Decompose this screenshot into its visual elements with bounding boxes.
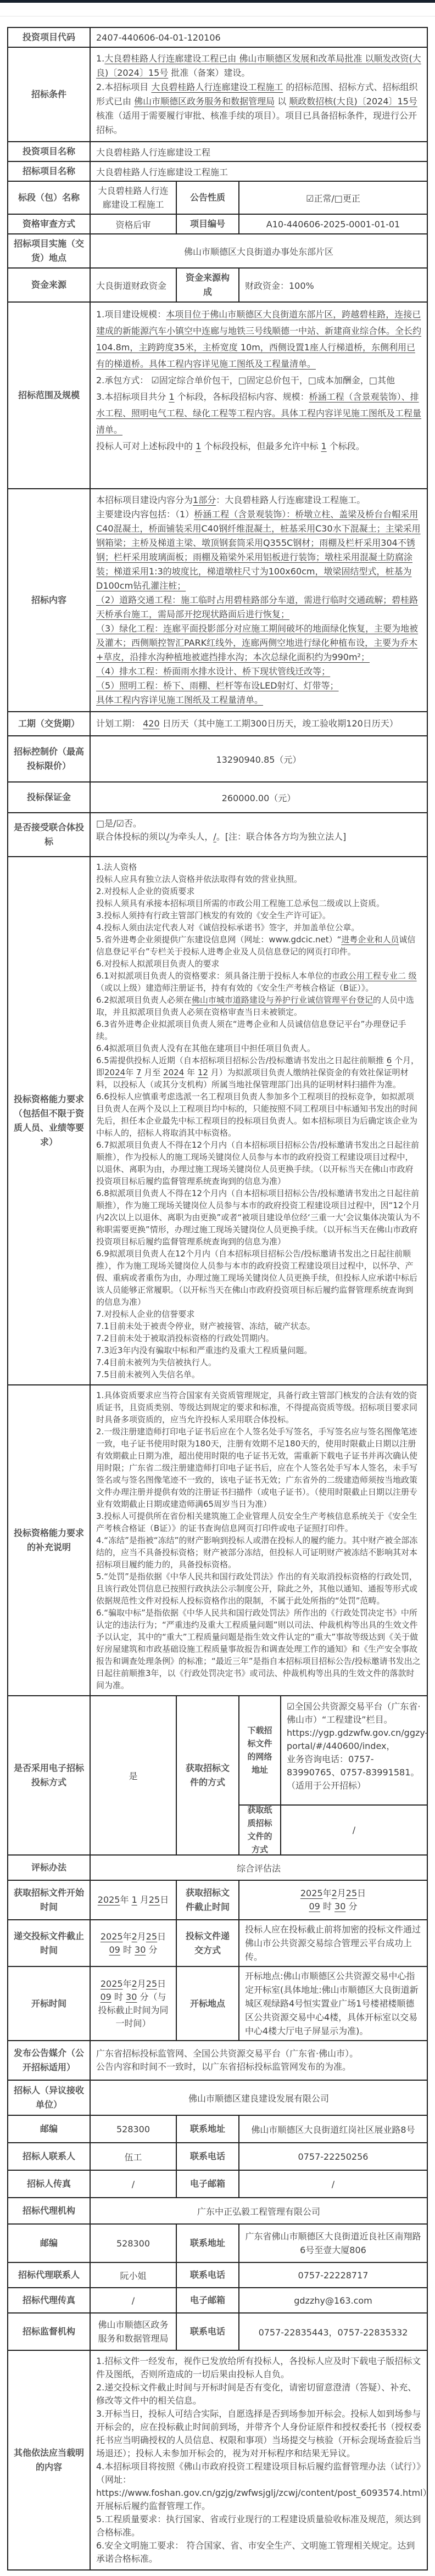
row-tender-conditions bbox=[8, 48, 427, 142]
row-doc-time bbox=[8, 1881, 427, 1920]
value-doc-start-time: 2025年 1 月25日 bbox=[91, 1881, 177, 1919]
label-supervisor: 招标监督机构 bbox=[8, 2314, 91, 2350]
label-tenderer-contact: 招标人联系人 bbox=[8, 2143, 91, 2170]
value-section-name: 大良碧桂路人行连廊建设工程施工 bbox=[91, 182, 177, 214]
subrow-paper-doc bbox=[239, 1806, 427, 1854]
subrow-download-address bbox=[239, 1696, 427, 1806]
label-paper-doc: 获取纸质招标文件的方式 bbox=[239, 1806, 281, 1854]
label-investment-project-name: 投资项目名称 bbox=[8, 142, 91, 161]
label-tender-project-name: 招标项目名称 bbox=[8, 162, 91, 181]
label-announcement-media: 发布公告媒介（公开招标适用） bbox=[8, 2041, 91, 2080]
label-tenderer-phone: 联系电话 bbox=[177, 2143, 239, 2170]
value-e-bidding: 是 bbox=[91, 1696, 177, 1854]
row-agency-contact bbox=[8, 2263, 427, 2288]
label-opening-place: 开标地点 bbox=[177, 1967, 239, 2040]
label-evaluation-method: 评标办法 bbox=[8, 1856, 91, 1880]
label-submission-method: 投标文件递交方式 bbox=[177, 1920, 239, 1966]
value-bidder-qualification: 1.法人资格 投标人应具有独立法人资格并依法取得有效的营业执照。 2.对投标人企业的资质要求 投标人须具有承接本招标项目所需的市政公用工程施工总承包二级或以上资质。 3.投标人须持有行政主管部门核发的有效的《安全生产许可证》。 4.投标人须由法定代表人对《诚信投标承诺书》签字，并加盖单位公章。 5.省外进粤企业须提供广东建设信息网（网址：www.gdcic.net）“进粤企业和人员诚信信息登记平台”专栏关于投标人进粤企业及人员信息登记的网页打印件。 6.对投标人拟派项目负责人的要求 6.1对拟派项目负责人的资格要求：须具备注册于投标人本单位的市政公用工程专业二 级（或以上级）建造师注册证书，持有有效的《安全生产考核合格证（B证）》。 6.2拟派项目负责人必须在佛山市城市道路建设与养护行业诚信管理平台登记的人员中选取，并且拟派项目负责人必须在资格审查当日未被锁定。 6.3省外进粤企业拟派项目负责人须在“进粤企业和人员诚信信息登记平台”办理登记手续。 6.4拟派项目负责人没有在其他在建项目中担任项目负责人。 6.5需提供投标人近期（自本招标项目招标公告/投标邀请书发出之日起往前顺推 6 个月，即2024年 7 月至 2024 年 12 月）为拟派项目负责人缴纳社保资金的有效社保证明材料，以投标人（或其分支机构）所属当地社保管理部门出具的证明材料扫描件为准。 6.6投标人应慎重考虑选派一名工程项目负责人参加多个工程项目的投标竞争，如拟派项目负责人在两个及以上工程项目均中标的，只能按照不同工程项目中标通知书发出的时间先后，担任本企业最先中标工程项目的投标项目负责人。如本招标项目为后确定该企业为中标人的，招标人将取消其中标资格。 6.7拟派项目负责人不得在12个月内（自本招标项目招标公告/投标邀请书发出之日起往前顺推），作为投标人的施工现场关键岗位人员参与本市的政府投资工程建设项目过程中，以退休、离职为由，办理过施工现场关键岗位人员更换手续。（以开标当天在佛山市政府投资项目标后履约监督管理系统查询到的信息为准） 6.8拟派项目负责人不得在12个月内（自本招标项目招标公告/投标邀请书发出之日起往前顺推），作为施工现场关键岗位人员参与本市的政府投资工程建设项目过程中，因“12个月内2次以上以退休、离职为由更换”或者“被项目建设单位经‘三重一大’会议集体决策认为不称职需要更换”情形，办理过施工现场关键岗位人员更换手续。（以开标当天在佛山市政府投资项目标后履约监督管理系统查询到的信息为准） 6.9拟派项目负责人在12个月内（自本招标项目招标公告/投标邀请书发出之日起往前顺推），作为施工现场关键岗位人员参与本市的政府投资工程建设项目过程中，以怀孕、产假、重病或者重伤为由，办理过施工现场关键岗位人员更换手续，但投标人应承诺中标后该人员能够正常履职。（以开标当天在佛山市政府投资项目标后履约监督管理系统查询到的信息为准） 7.对投标人企业的信誉要求 7.1目前未处于被责令停业，财产被接管、冻结，破产状态。 7.2目前未处于被取消投标资格的行政处罚期内。 7.3近3年内没有骗取中标和严重违约及重大工程质量问题。 7.4目前未被列为失信被执行人。 7.5目前未被列入失信名单。 bbox=[96, 862, 420, 1379]
label-agency-fax: 招标代理传真 bbox=[8, 2288, 91, 2312]
row-agency-postal bbox=[8, 2225, 427, 2263]
row-agency-fax bbox=[8, 2288, 427, 2314]
value-announcement-media: 广东省招标投标监管网、全国公共资源交易平台（广东省·佛山市）。 公告内容和时间不一致时，以广东省招标投标监管网发布的为准。 bbox=[96, 2048, 359, 2072]
value-project-number: A10-440606-2025-0001-01-01 bbox=[266, 219, 400, 230]
value-evaluation-method: 综合评估法 bbox=[236, 1863, 281, 1874]
row-e-bidding bbox=[8, 1696, 427, 1856]
doc-obtain-method-group bbox=[239, 1696, 427, 1854]
label-e-bidding: 是否采用电子招标投标方式 bbox=[8, 1696, 91, 1854]
label-duration: 工期（交货期） bbox=[8, 712, 91, 735]
label-project-code: 投资项目代码 bbox=[8, 28, 91, 47]
value-doc-end-time: 2025年2月25日 09 时 30 分 bbox=[300, 1888, 366, 1912]
label-qualification-notes: 投标资格能力要求的补充说明 bbox=[8, 1385, 91, 1695]
value-agency-address: 广东省佛山市顺德区大良街道近良社区南翔路6号至壹大厦806 bbox=[245, 2231, 421, 2255]
value-project-code: 2407-440606-04-01-120106 bbox=[96, 32, 221, 43]
label-delivery-location: 招标项目实施（交货）地点 bbox=[8, 234, 91, 267]
value-tenderer: 佛山市顺德区建良建设发展有限公司 bbox=[188, 2093, 329, 2104]
label-bid-bond: 投标保证金 bbox=[8, 783, 91, 812]
label-other-content: 其他依法应当载明的内容 bbox=[8, 2351, 91, 2569]
row-announcement-media bbox=[8, 2041, 427, 2081]
value-tender-content: 本招标项目建设内容分为1部分：大良碧桂路人行连廊建设工程施工。 主要建设内容包括：（1）桥涵工程（含景观装饰）：桥墩立柱、盖梁及桥台台帽采用C40混凝土，桥面铺装采用C40钢纤维混凝土，桩基采用C30水下混凝土；主梁采用钢箱梁；主桥及梯道主梁、墩顶钢套筒采用Q355C钢材；雨棚及栏杆采用304不锈钢；栏杆采用玻璃面板；雨棚及箱梁外采用铝板进行装饰；墩柱采用混凝土防腐涂装；梯道采用1:3的坡度比，梯道墩柱尺寸为100x60cm，墩梁固结型式，桩基为D100cm钻孔灌注桩； （2）道路交通工程：施工临时占用碧桂路部分车道，需进行临时交通疏解；碧桂路天桥承台施工，需局部开挖现状路面后进行恢复； （3）绿化工程：连廊平面投影部分对应施工期间破坏的地面绿化恢复，主要为地被及灌木；西侧顺控智汇PARK红线外，连廊两侧空地进行绿化种植布设，主要为乔木+草皮，沿排水沟种植地被遮挡排水沟；本次总绿化面积约为990m²； （4）排水工程：桥面雨水排水设计、桥下现状管线迁改等； （5）照明工程：桥下、雨棚、栏杆等布设LED射灯、灯带等； 具体工程内容详见施工图纸及工程量清单。 bbox=[96, 495, 421, 705]
value-agency-contact: 阮小姐 bbox=[91, 2263, 177, 2287]
label-funding-composition: 资金来源构成 bbox=[177, 269, 239, 301]
label-tenderer-address: 联系地址 bbox=[177, 2116, 239, 2142]
row-investment-project-name bbox=[8, 142, 427, 162]
value-paper-doc: / bbox=[352, 1824, 356, 1835]
label-tender-conditions: 招标条件 bbox=[8, 48, 91, 141]
row-submission bbox=[8, 1920, 427, 1967]
row-consortium bbox=[8, 813, 427, 857]
label-tenderer: 招标人（异议接收单位） bbox=[8, 2081, 91, 2115]
value-bid-bond: 260000.00（元） bbox=[221, 792, 296, 803]
label-agency: 招标代理机构 bbox=[8, 2198, 91, 2223]
value-tenderer-contact: 伍工 bbox=[91, 2143, 177, 2170]
label-section-name: 标段（包）名称 bbox=[8, 182, 91, 214]
value-duration: 计划工期： 420 日历天（其中施工工期300日历天，竣工验收期120日历天） bbox=[96, 718, 398, 729]
value-tenderer-phone: 0757-22250256 bbox=[298, 2151, 369, 2162]
value-submission-deadline: 2025年2月25日 09 时 30 分 bbox=[91, 1920, 177, 1966]
row-tender-scope bbox=[8, 303, 427, 489]
value-tenderer-email: / bbox=[331, 2178, 335, 2189]
label-agency-phone: 联系电话 bbox=[177, 2263, 239, 2287]
label-tender-scope: 招标范围及规模 bbox=[8, 303, 91, 488]
label-submission-deadline: 递交投标文件截止时间 bbox=[8, 1920, 91, 1966]
label-agency-email: 电子邮箱 bbox=[177, 2288, 239, 2312]
value-tenderer-fax: / bbox=[91, 2171, 177, 2197]
row-control-price bbox=[8, 736, 427, 783]
row-delivery-location bbox=[8, 234, 427, 269]
value-delivery-location: 佛山市顺德区大良街道办事处东部片区 bbox=[183, 246, 333, 257]
label-agency-postcode: 邮编 bbox=[8, 2225, 91, 2262]
value-agency: 广东中正弘毅工程管理有限公司 bbox=[197, 2206, 320, 2217]
value-consortium: □是/☑否。 联合体投标的须以/为牵头人，/。[注：联合体各方均为独立法人] bbox=[96, 818, 347, 842]
value-qualification-notes: 1.具体资质要求应当符合国家有关资质管理规定，具备行政主管部门核发的合法有效的资质证书，且资质类别、等级达到规定的要求和标准，不得提高资质等级。招标项目要求同时具备多项资质的，应当允许投标人采用联合体投标。 2.一级注册建造师打印电子证书后应在个人签名处手写签名，手写签名应与签名图像笔迹一致，电子证书使用时限为180天，注册有效期不足180天的，使用时限截止日期以注册有效期截止日期为准，超出使用时限的电子证书无效，需重新下载电子证书并再次确认使用时限；广东省二级注册建造师打印电子证书后，应在个人签名处手写本人签名，未手写签名或与签名图像笔迹不一致的，该电子证书无效；广东省外的二级建造师须按当地政策文件办理注册并提供有效的注册证书扫描件（或电子证书）。（使用时限截止日期以注册专业有效期截止日期或建造师满65周岁当日为准） 3.投标人可提供所在省份相关建筑施工企业管理人员安全生产考核信息系统关于《安全生产考核合格证（B证）》的证书查询信息网页打印件或电子证照打印件。 4.“冻结”是指被“冻结”的财产影响到投标人或潜在投标人的履约能力。其中财产被全部冻结的，应当不具备投标资格；财产被部分冻结，但投标人可证明财产被冻结不影响其对本招标项目履约能力的，具备投标资格。 5.“处罚”是指依据《中华人民共和国行政处罚法》作出的有关取消投标资格的行政处罚，且该行政处罚信息已按照行政执法公示制度公开，除此之外，其他以通知、通报等形式或依据规范性文件对投标人投标资格作出的限制，不属于此处所指的“处罚”范畴。 6.“骗取中标”是指依据《中华人民共和国行政处罚法》所作出的《行政处罚决定书》中所认定的违法行为；“严重违约及重大工程质量问题”则以司法、仲裁机构等出具的生效文件予以认定，其中的“重大”工程质量问题是指生效文件认定的“重大”事故等级达到《关于做好房屋建筑和市政基础设施工程质量事故报告和调查处理工作的通知》和《生产安全事故报告和调查处理条例》的标准；“最近三年”是指自本招标项目招标公告/投标邀请书发出之日起往前顺推3年，以《行政处罚决定书》或司法、仲裁机构等出具的生效文件的落款时间为准。 bbox=[96, 1390, 421, 1690]
label-tenderer-postcode: 邮编 bbox=[8, 2116, 91, 2142]
row-duration bbox=[8, 712, 427, 736]
row-qualification-notes bbox=[8, 1385, 427, 1696]
label-project-number: 项目编号 bbox=[177, 215, 239, 233]
row-tenderer-postal bbox=[8, 2116, 427, 2143]
value-tender-scope: 1.项目建设规模：本项目位于佛山市顺德区大良街道东部片区，跨越碧桂路，连接已建成的新能源汽车小镇空中连廊与地铁三号线顺德一中站、新建商业综合体。全长约 104.8m，主跨跨度35米，主桥宽度 10m，西侧设置1座人行梯道桥，东侧利用已有的梯道桥。具体工程内容详见施工图纸及工程量清单。 2.承包方式： ☑固定综合单价包干，□固定总价包干，□成本加酬金，□其他 3.本招标项目共分 1 个标段，各标段招标内容、规模：桥涵工程（含景观装饰）、排水工程、照明电气工程、绿化工程等工程内容。具体工程内容详见施工图纸及工程量清单。 投标人可对上述标段中的 1 个标段投标，但最多允许中标 1 个标段。 bbox=[96, 309, 422, 451]
row-funding-source bbox=[8, 269, 427, 303]
label-consortium: 是否接受联合体投标 bbox=[8, 813, 91, 856]
value-agency-email: gdzzhy@163.com bbox=[294, 2295, 372, 2306]
row-supervisor bbox=[8, 2314, 427, 2351]
row-other-content bbox=[8, 2351, 432, 2569]
value-other-content: 1.招标文件一经发布，视作已发放给所有投标人，各投标人应及时下载电子版招标文件及图纸，否则所造成的一切后果由投标人自负。 2.递交投标文件截止时间与开标时间是否有变化，请密切留意澄清（答疑）、补充、修改等文件中的相关信息。 3.开标当日，投标人可结合实际，自愿选择是否到场参加开标会。投标人如到场参与开标会的，应在投标截止时间前到场，并带齐个人身份证原件和授权委托书（授权委托书应当明确授权的人员信息、权限和事项）当场提交与核验（开标会现场查验后当场退还）；投标人未参加开标会的，视为对开标程序和结果无异议。 4.本招标项目将按照《佛山市政府投资工程建设项目标后履约监督管理办法（试行）》（网址：https://www.foshan.gov.cn/gzjg/zwfwsjglj/zcwj/content/post_6093574.html）开展标后履约监督管理工作。 5.工程质量要求：执行国家、省或行业现行的工程建设质量验收标准及规范，须达到合格标准。 6.安全文明施工要求： 符合国家、省、市安全生产、文明施工管理相关规定。达到承诺合格标准。 bbox=[96, 2356, 432, 2564]
row-evaluation-method bbox=[8, 1856, 427, 1881]
value-opening-place: 开标地点:佛山市顺德区公共资源交易中心指定开标室(具体地址:佛山市顺德区大良街道新城区观绿路4号恒实置业广场1号楼裙楼顺德区公共资源交易中心4楼，具体开标室以交易中心4楼大厅电子屏显示为准)。 bbox=[245, 1971, 419, 2036]
label-tender-content: 招标内容 bbox=[8, 489, 91, 711]
value-tender-project-name: 大良碧桂路人行连廊建设工程施工 bbox=[96, 166, 228, 177]
label-agency-address: 联系地址 bbox=[177, 2225, 239, 2262]
label-opening-time: 开标时间 bbox=[8, 1967, 91, 2040]
label-bidder-qualification: 投标资格能力要求（包括但不限于资质人员、业绩等要求） bbox=[8, 857, 91, 1384]
value-investment-project-name: 大良碧桂路人行连廊建设工程 bbox=[96, 147, 211, 158]
row-section-name bbox=[8, 182, 427, 215]
value-tenderer-address: 佛山市顺德区大良街道红岗社区展业路8号 bbox=[251, 2124, 415, 2135]
tender-announcement-table bbox=[7, 27, 432, 2571]
row-tenderer-contact bbox=[8, 2143, 427, 2171]
label-qualification-review: 资格审查方式 bbox=[8, 215, 91, 233]
value-agency-postcode: 528300 bbox=[91, 2225, 177, 2262]
label-download-address: 下载招标文件的网络地址 bbox=[239, 1696, 281, 1804]
value-agency-fax: / bbox=[91, 2288, 177, 2312]
top-window-edge bbox=[0, 0, 435, 3]
value-submission-method: 投标人应在投标截止前将加密的投标文件通过佛山市公共资源交易综合管理云平台成功上传。 bbox=[245, 1924, 421, 1962]
value-supervisor: 佛山市顺德区政务服务和数据管理局 bbox=[91, 2314, 177, 2350]
value-agency-phone: 0757-22228717 bbox=[298, 2270, 369, 2281]
label-agency-contact: 招标代理联系人 bbox=[8, 2263, 91, 2287]
label-doc-end-time: 获取招标文件截止时间 bbox=[177, 1881, 239, 1919]
label-notice-nature: 公告性质 bbox=[177, 182, 239, 214]
label-doc-start-time: 获取招标文件开始时间 bbox=[8, 1881, 91, 1919]
value-qualification-review: 资格后审 bbox=[91, 215, 177, 233]
value-funding-source: 大良街道财政资金 bbox=[91, 269, 177, 301]
row-bid-bond bbox=[8, 783, 427, 813]
row-agency bbox=[8, 2198, 427, 2225]
row-bidder-qualification bbox=[8, 857, 427, 1385]
label-control-price: 招标控制价（最高投标限价） bbox=[8, 736, 91, 781]
value-opening-time: 2025年2月25日 09 时 30 分（与投标截止时间为同一时间） bbox=[91, 1967, 177, 2040]
row-tender-project-name bbox=[8, 162, 427, 182]
row-bid-opening bbox=[8, 1967, 427, 2041]
label-tenderer-email: 电子邮箱 bbox=[177, 2171, 239, 2197]
value-control-price: 13290940.85（元） bbox=[216, 754, 302, 765]
value-notice-nature: ☑正常/□更正 bbox=[306, 193, 360, 204]
row-qualification-review bbox=[8, 215, 427, 234]
label-tenderer-fax: 招标人传真 bbox=[8, 2171, 91, 2197]
row-tenderer-fax bbox=[8, 2171, 427, 2198]
value-tenderer-postcode: 528300 bbox=[91, 2116, 177, 2142]
row-tender-content bbox=[8, 489, 427, 712]
value-download-address: ☑全国公共资源交易平台（广东省·佛山市）“工程建设”栏目。 https://ygp.gdzwfw.gov.cn/ggzy-portal/#/440600/index， 业务咨询电话：0757-83990765、0757-83991581。（适用于公开招标） bbox=[287, 1701, 428, 1791]
label-doc-obtain-method: 获取招标文件的方式 bbox=[177, 1696, 239, 1854]
label-supervisor-phone: 联系电话 bbox=[177, 2314, 239, 2350]
label-funding-source: 资金来源 bbox=[8, 269, 91, 301]
value-supervisor-phone: 0757-22835443，0757-22835332 bbox=[258, 2327, 408, 2338]
row-project-code bbox=[8, 28, 427, 48]
value-tender-conditions: 1.大良碧桂路人行连廊建设工程已由 佛山市顺德区发展和改革局批准 以顺发改资(大良)〔2024〕15号 批准（备案）建设。 2.本招标项目 大良碧桂路人行连廊建设工程施工 的招标范围、招标方式、招标组织形式已由 佛山市顺德区政务服务和数据管理局 以 顺政数招核(大良)〔2024〕15号 核准（适用于需要履行审批、核准手续的项目）。项目已具备招标条件，现进行公开招标。 bbox=[96, 53, 421, 135]
value-funding-composition: 财政资金：100% bbox=[245, 280, 314, 291]
row-tenderer bbox=[8, 2081, 427, 2116]
